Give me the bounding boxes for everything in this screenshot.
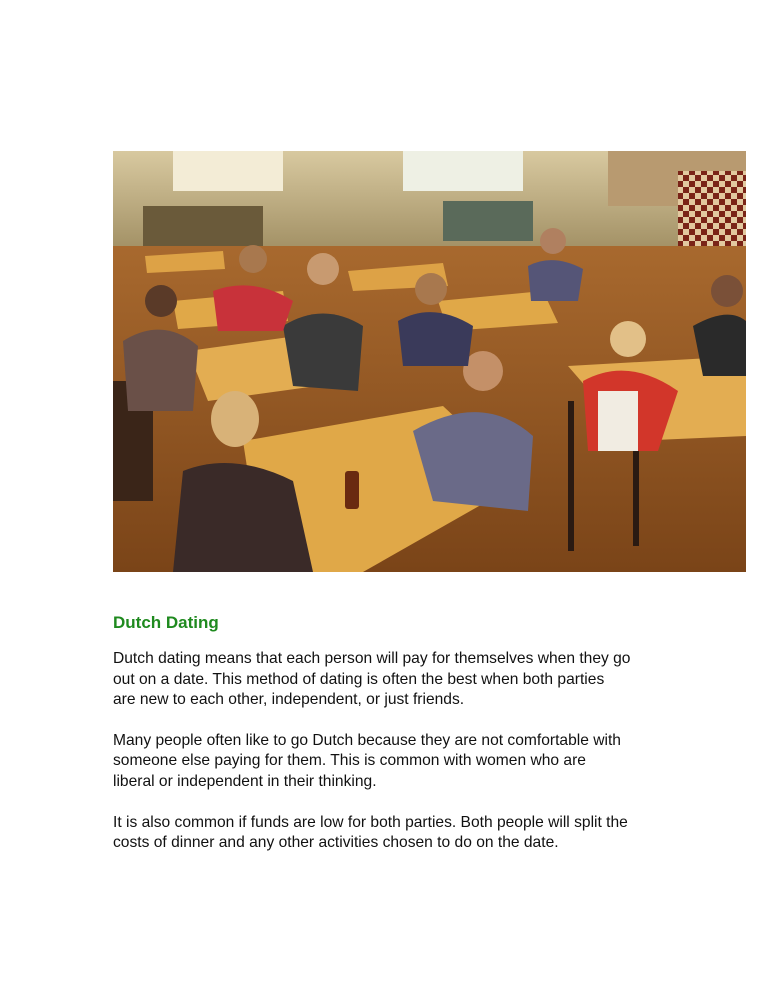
paragraph: Many people often like to go Dutch because they are not comfortable with someone else paying for them. This is common with women who are liberal or independent in their thinking. <box>113 731 621 790</box>
section-heading: Dutch Dating <box>113 613 219 632</box>
paragraph: Dutch dating means that each person will pay for themselves when they go out on a date. This method of dating is often the best when both parties are new to each other, independent, or just friends. <box>113 650 631 709</box>
paragraph: It is also common if funds are low for both parties. Both people will split the costs of dinner and any other activities chosen to do on the date. <box>113 813 628 852</box>
restaurant-photo <box>113 151 746 572</box>
article-body <box>113 649 673 874</box>
